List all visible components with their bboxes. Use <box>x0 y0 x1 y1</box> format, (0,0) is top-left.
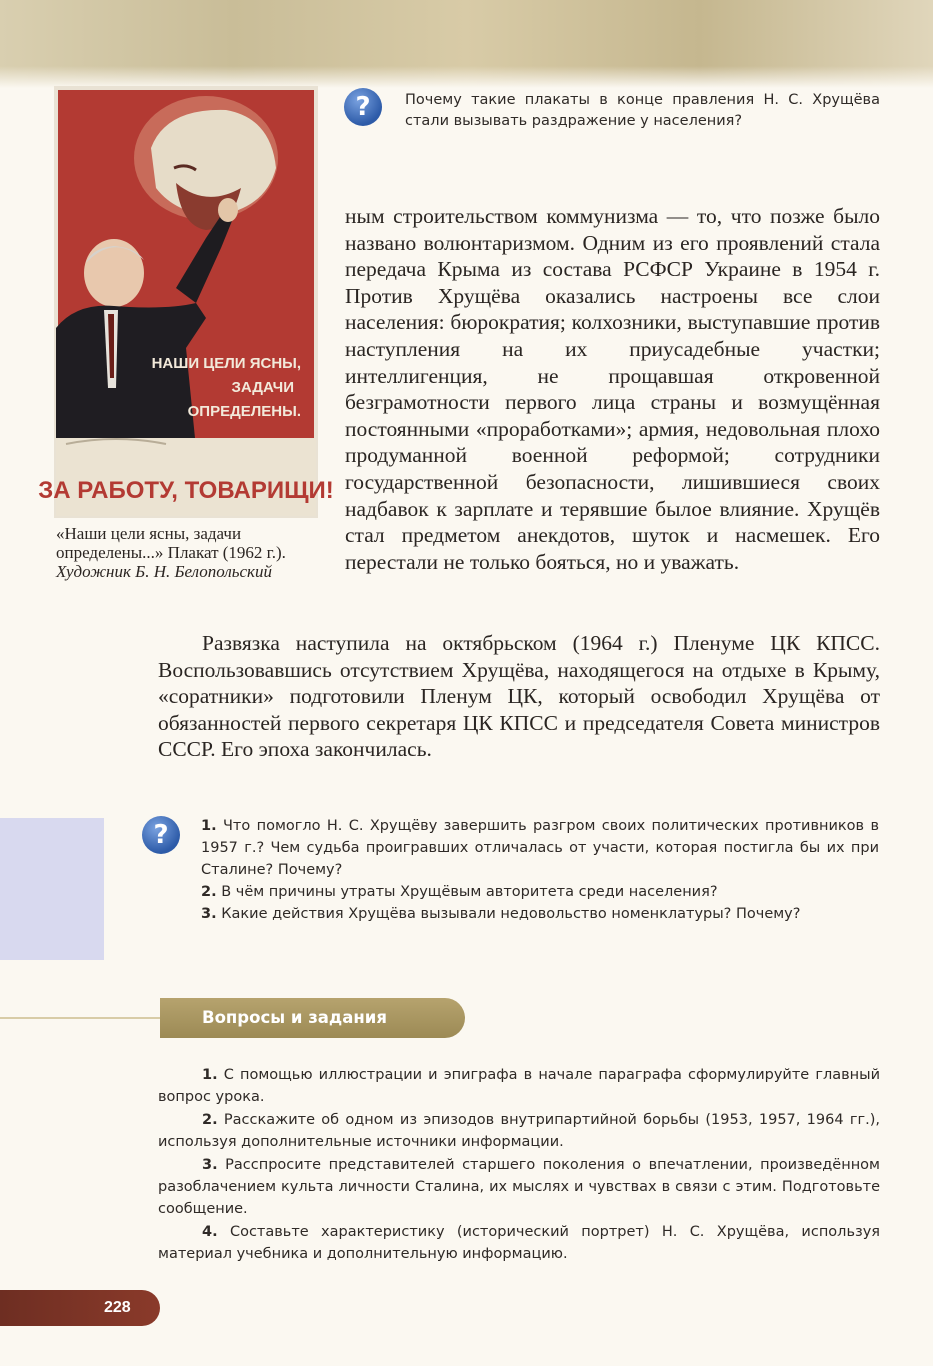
section-heading: Вопросы и задания <box>160 998 465 1038</box>
page-number: 228 <box>104 1299 131 1316</box>
question-item: 3. Какие действия Хрущёва вызывали недовольство номенклатуры? Почему? <box>201 906 801 922</box>
poster-slogan-line-2: ЗАДАЧИ <box>231 379 294 396</box>
paragraph-2: Развязка наступила на октябрьском (1964 г.) Пленуме ЦК КПСС. Воспользовавшись отсутствием Хрущёва, находящегося на отдыхе в Крыму, «соратники» подготовили Пленум ЦК, который освободил Хрущёва от обязанностей первого секретаря ЦК КПСС и председателя Совета министров СССР. Его эпоха закончилась. <box>158 631 880 762</box>
questions-icon: ? <box>142 816 180 854</box>
task-item: 2. Расскажите об одном из эпизодов внутрипартийной борьбы (1953, 1957, 1964 гг.), используя дополнительные источники информации. <box>158 1112 881 1150</box>
poster-slogan-line-1: НАШИ ЦЕЛИ ЯСНЫ, <box>151 355 301 372</box>
margin-strip <box>0 818 104 960</box>
task-item: 3. Расспросите представителей старшего поколения о впечатлении, произведённом разоблачением культа личности Сталина, их мыслях и чувствах в связи с этим. Подготовьте сообщение. <box>158 1157 880 1217</box>
poster-caption <box>56 524 296 581</box>
review-questions <box>201 815 879 925</box>
caption-author: Художник Б. Н. Белопольский <box>56 562 272 581</box>
question-icon: ? <box>344 88 382 126</box>
page-number-bar <box>0 1290 160 1326</box>
paragraph-1: ным строительством коммунизма — то, что позже было названо волюнтаризмом. Одним из его проявлений стала передача Крыма из состава РСФСР Украине в 1954 г. Против Хрущёва оказались настроены все слои населения: бюрократия; колхозники, выступавшие против наступления на их приусадебные участки; интеллигенция, не прощавшая откровенной безграмотности первого лица страны и возмущённая постоянными «проработками»; армия, недовольная плохо продуманной военной реформой; сотрудники государственной безопасности, лишившиеся своих надбавок к зарплате и терявшие былое влияние. Хрущёв стал предметом анекдотов, шуток и насмешек. Его перестали не только бояться, но и уважать. <box>345 204 880 574</box>
poster-question: Почему такие плакаты в конце правления Н. С. Хрущёва стали вызывать раздражение у населения? <box>405 92 880 129</box>
decorative-header-banner <box>0 0 933 88</box>
poster-illustration <box>38 88 334 516</box>
poster-banner-text: ЗА РАБОТУ, ТОВАРИЩИ! <box>38 477 334 504</box>
question-item: 1. Что помогло Н. С. Хрущёву завершить разгром своих политических противников в 1957 г.? Чем судьба проигравших отличалась от участи, которая постигла бы их при Сталине? Почему? <box>201 818 880 878</box>
tasks-list <box>158 1064 880 1266</box>
task-item: 1. С помощью иллюстрации и эпиграфа в начале параграфа сформулируйте главный вопрос урока. <box>158 1067 881 1105</box>
section-divider <box>0 1017 160 1019</box>
question-item: 2. В чём причины утраты Хрущёвым авторитета среди населения? <box>201 884 718 900</box>
task-item: 4. Составьте характеристику (исторический портрет) Н. С. Хрущёва, используя материал учебника и дополнительную информацию. <box>158 1224 881 1262</box>
poster-slogan-line-3: ОПРЕДЕЛЕНЫ. <box>187 403 301 420</box>
caption-text: «Наши цели ясны, задачи определены...» Плакат (1962 г.). <box>56 524 286 562</box>
